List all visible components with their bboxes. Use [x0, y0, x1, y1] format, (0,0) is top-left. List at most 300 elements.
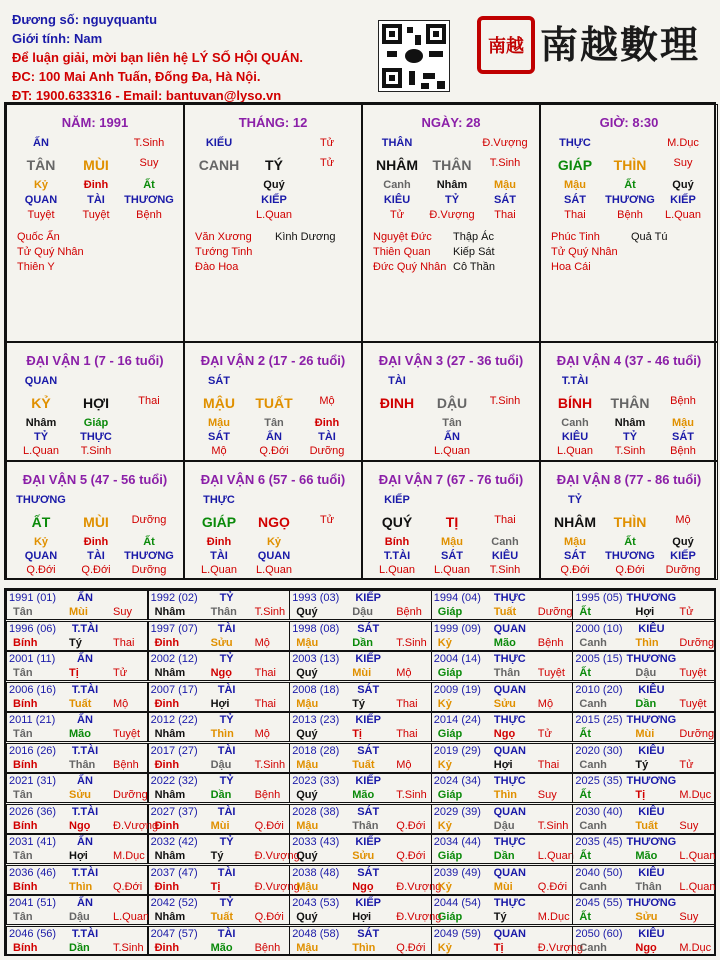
year-cell	[289, 773, 431, 803]
year-cell	[431, 895, 573, 925]
year-stem: Canh	[579, 758, 607, 771]
year-stage: Bệnh	[396, 606, 422, 618]
year-stage: Tuyệt	[537, 667, 565, 679]
hidden-god: KIẾP	[670, 194, 696, 206]
star-right: Kiếp Sát	[453, 246, 495, 258]
year-god: THỰC	[493, 592, 526, 604]
hidden-god: KIẾP	[670, 550, 696, 562]
year-label: 2041 (51)	[9, 897, 57, 909]
year-label: 2020 (30)	[575, 744, 623, 757]
year-god: THỰC	[493, 775, 526, 787]
year-label: 2004 (14)	[433, 653, 481, 665]
dai-van-title: ĐẠI VẬN 3 (27 - 36 tuổi)	[378, 353, 524, 368]
year-cell	[572, 926, 714, 956]
year-cell	[148, 834, 300, 864]
year-branch: Thân	[210, 606, 237, 618]
year-god: T.TÀI	[71, 683, 99, 696]
year-stem: Canh	[579, 880, 607, 893]
year-stem: Mậu	[296, 819, 319, 832]
hidden-stage: Bệnh	[670, 445, 696, 457]
hidden-stem: Ất	[624, 179, 636, 191]
stage-label: T.Sinh	[133, 137, 165, 149]
year-god: ẤN	[77, 714, 93, 726]
hidden-stage: Thai	[564, 209, 586, 221]
year-label: 2016 (26)	[9, 744, 57, 757]
year-label: 1996 (06)	[9, 622, 57, 635]
year-stage: Suy	[679, 819, 699, 832]
year-god: T.TÀI	[71, 622, 99, 635]
stem-branch: TÝ	[265, 157, 283, 173]
year-stage: Thai	[254, 667, 276, 679]
hidden-stage: L.Quan	[200, 564, 238, 576]
year-stage: M.Dục	[537, 911, 570, 923]
year-cell	[572, 621, 714, 651]
pillar-title: GIỜ: 8:30	[599, 115, 659, 130]
year-cell	[148, 743, 290, 773]
year-stage: Thai	[113, 636, 135, 649]
year-god: T.TÀI	[71, 927, 99, 940]
year-stem: Ất	[579, 728, 591, 740]
hidden-stem: Mậu	[494, 179, 516, 191]
year-label: 1994 (04)	[433, 592, 481, 604]
year-label: 2015 (25)	[575, 714, 623, 726]
year-god: TÀI	[217, 805, 236, 818]
year-label: 2043 (53)	[292, 897, 340, 909]
year-label: 2047 (57)	[150, 927, 198, 940]
year-cell	[148, 712, 290, 742]
year-stage: Suy	[113, 606, 132, 618]
year-branch: Ngọ	[69, 819, 91, 832]
stem-branch: MÙI	[83, 157, 109, 173]
year-god: TÀI	[217, 683, 236, 696]
year-stage: Đ.Vượng	[254, 880, 300, 893]
hidden-stem: Quý	[263, 179, 285, 191]
star-left: Đào Hoa	[195, 261, 239, 273]
pillar-title: NGÀY: 28	[421, 115, 481, 130]
dai-van-god: THỰC	[203, 494, 235, 506]
hidden-stem: Nhâm	[614, 417, 646, 429]
year-stage: T.Sinh	[113, 941, 144, 954]
stem-branch: NHÂM	[554, 514, 596, 530]
year-cell	[6, 651, 148, 681]
year-cell	[6, 743, 148, 773]
stage-label: Đ.Vượng	[482, 137, 528, 149]
year-god: KIẾP	[355, 653, 382, 665]
year-stem: Ất	[579, 789, 591, 801]
year-label: 2038 (48)	[292, 866, 340, 879]
year-label: 2031 (41)	[9, 836, 57, 848]
year-branch: Mão	[352, 789, 375, 801]
year-stage: Q.Đới	[396, 819, 426, 832]
year-cell	[431, 590, 573, 620]
year-branch: Ngọ	[493, 728, 516, 740]
year-label: 2040 (50)	[575, 866, 623, 879]
year-label: 2042 (52)	[150, 897, 198, 909]
year-branch: Tị	[210, 880, 221, 893]
year-god: KIẾP	[355, 836, 382, 848]
year-label: 1998 (08)	[292, 622, 340, 635]
stem-branch: Suy	[139, 157, 159, 169]
hidden-god: QUAN	[24, 194, 58, 206]
year-label: 1999 (09)	[433, 622, 481, 635]
year-stage: Đ.Vượng	[113, 819, 159, 832]
year-stage: Tử	[679, 606, 694, 618]
year-stage: M.Dục	[113, 850, 145, 862]
stem-branch: Tử	[319, 157, 335, 169]
year-branch: Ngọ	[210, 667, 232, 679]
hidden-god: KIÊU	[383, 194, 411, 206]
year-god: QUAN	[493, 805, 526, 818]
year-branch: Tý	[635, 758, 649, 771]
star-right: Cô Thần	[453, 261, 495, 273]
year-stage: Q.Đới	[113, 880, 143, 893]
year-stage: Tử	[113, 667, 128, 679]
year-god: THƯƠNG	[626, 897, 677, 909]
year-cell	[572, 895, 714, 925]
year-stage: T.Sinh	[254, 758, 286, 771]
year-stem: Tân	[13, 911, 33, 923]
year-stage: Đ.Vượng	[396, 911, 442, 923]
year-god: KIẾP	[355, 897, 382, 909]
year-stem: Quý	[296, 728, 318, 740]
year-stem: Kỷ	[437, 941, 452, 954]
stem-branch: T.Sinh	[489, 157, 521, 169]
year-branch: Dậu	[635, 667, 657, 679]
year-stem: Đinh	[154, 758, 180, 771]
ten-god-label: ẤN	[33, 137, 49, 149]
year-label: 2007 (17)	[150, 683, 198, 696]
hidden-stem: Tân	[264, 417, 284, 429]
hidden-stem: Tân	[442, 417, 462, 429]
year-god: KIẾP	[355, 714, 382, 726]
year-god: ẤN	[77, 836, 93, 848]
hidden-stem: Đinh	[206, 536, 232, 548]
hidden-god: SÁT	[564, 550, 586, 562]
year-stem: Quý	[296, 667, 318, 679]
year-stage: Mộ	[537, 697, 554, 710]
annual-table	[4, 588, 716, 956]
year-stage: T.Sinh	[537, 819, 569, 832]
year-label: 1995 (05)	[575, 592, 623, 604]
stem-branch: CANH	[198, 157, 240, 173]
year-branch: Hợi	[210, 697, 230, 710]
year-god: TÀI	[217, 927, 236, 940]
year-branch: Sửu	[352, 850, 375, 862]
year-cell	[148, 682, 290, 712]
star-right: Thập Ác	[453, 231, 494, 243]
year-stage: Đ.Vượng	[396, 880, 442, 893]
year-label: 1992 (02)	[150, 592, 198, 604]
star-right: Kình Dương	[275, 231, 336, 243]
star-left: Tử Quý Nhân	[17, 246, 84, 258]
year-god: T.TÀI	[71, 805, 99, 818]
year-stage: Mộ	[113, 697, 129, 710]
hidden-stem: Ất	[143, 179, 155, 191]
year-branch: Tý	[493, 911, 507, 923]
year-branch: Dậu	[210, 758, 232, 771]
year-stage: Bệnh	[113, 758, 139, 771]
address: ĐC: 100 Mai Anh Tuấn, Đống Đa, Hà Nội.	[12, 69, 261, 84]
year-stem: Quý	[296, 911, 318, 923]
year-cell	[431, 865, 573, 895]
dai-van-1	[6, 342, 184, 461]
hidden-stage: Mộ	[211, 445, 227, 457]
year-god: SÁT	[357, 683, 380, 696]
hidden-stage: L.Quan	[255, 564, 293, 576]
year-cell	[6, 773, 148, 803]
year-stem: Quý	[296, 850, 318, 862]
year-cell	[431, 621, 573, 651]
year-stage: Thai	[537, 758, 560, 771]
year-god: TÀI	[217, 866, 236, 879]
star-left: Đức Quý Nhân	[373, 261, 447, 273]
year-god: TỶ	[219, 775, 234, 787]
hidden-god: TỶ	[444, 194, 460, 206]
year-cell	[148, 926, 290, 956]
year-stem: Giáp	[437, 606, 463, 618]
year-label: 2044 (54)	[433, 897, 481, 909]
year-stem: Nhâm	[154, 667, 186, 679]
year-cell	[572, 834, 714, 864]
dai-van-title: ĐẠI VẬN 2 (17 - 26 tuổi)	[200, 353, 346, 368]
year-stage: T.Sinh	[396, 636, 427, 649]
year-stem: Tân	[13, 850, 33, 862]
year-branch: Ngọ	[352, 880, 374, 893]
year-stem: Giáp	[437, 911, 463, 923]
year-branch: Mão	[493, 636, 516, 649]
year-stem: Nhâm	[154, 606, 186, 618]
year-label: 2003 (13)	[292, 653, 340, 665]
dai-van-god: KIẾP	[384, 494, 410, 506]
year-cell	[431, 773, 573, 803]
year-cell	[289, 834, 431, 864]
year-branch: Tuất	[210, 911, 233, 923]
year-god: THƯƠNG	[626, 775, 677, 787]
hidden-stage: Q.Đới	[81, 564, 111, 576]
year-cell	[6, 834, 148, 864]
year-god: KIÊU	[638, 866, 665, 879]
hidden-stem: Giáp	[83, 417, 109, 429]
year-label: 2002 (12)	[150, 653, 198, 665]
year-god: T.TÀI	[71, 744, 99, 757]
year-cell	[431, 682, 573, 712]
year-label: 2023 (33)	[292, 775, 340, 787]
year-cell	[148, 895, 290, 925]
year-branch: Tuất	[69, 697, 92, 710]
dai-van-2	[184, 342, 362, 461]
star-left: Tướng Tinh	[195, 246, 253, 258]
ten-god-label: THỰC	[559, 137, 591, 149]
year-stage: L.Quan	[113, 911, 150, 923]
year-stem: Kỷ	[437, 819, 452, 832]
year-branch: Tị	[69, 667, 79, 679]
year-cell	[148, 651, 290, 681]
year-stem: Canh	[579, 819, 607, 832]
hidden-god: T.TÀI	[383, 550, 411, 562]
pillar-2	[184, 104, 362, 342]
year-stem: Kỷ	[437, 758, 452, 771]
year-stage: Thai	[254, 697, 276, 710]
hidden-stage: Thai	[494, 209, 516, 221]
stem-branch: Tử	[319, 514, 335, 526]
year-label: 2039 (49)	[433, 866, 481, 879]
hidden-stage: L.Quan	[433, 564, 471, 576]
year-stage: Thai	[396, 697, 418, 710]
year-branch: Dậu	[69, 911, 90, 923]
hidden-stage: Q.Đới	[560, 564, 590, 576]
hidden-god: KIẾP	[261, 194, 287, 206]
year-stem: Mậu	[296, 636, 319, 649]
dai-van-8	[540, 461, 718, 580]
year-stem: Quý	[296, 789, 318, 801]
year-label: 2036 (46)	[9, 866, 57, 879]
hidden-stem: Kỷ	[33, 179, 49, 191]
hidden-stage: Q.Đới	[259, 445, 289, 457]
year-branch: Tuất	[352, 758, 375, 771]
star-left: Thiên Y	[17, 261, 55, 273]
year-god: THƯƠNG	[626, 592, 677, 604]
year-stage: Mộ	[254, 728, 270, 740]
year-stem: Nhâm	[154, 728, 186, 740]
year-god: TÀI	[217, 622, 236, 635]
hidden-stage: L.Quan	[255, 209, 293, 221]
year-branch: Thìn	[635, 636, 659, 649]
year-stage: Dưỡng	[679, 636, 715, 649]
hidden-stem: Đinh	[83, 179, 109, 191]
year-stem: Mậu	[296, 758, 319, 771]
year-label: 2046 (56)	[9, 927, 57, 940]
year-god: SÁT	[357, 622, 380, 635]
year-stage: Bệnh	[537, 636, 564, 649]
year-cell	[572, 651, 714, 681]
year-cell	[289, 651, 431, 681]
year-stage: Bệnh	[254, 789, 281, 801]
year-branch: Hợi	[493, 758, 513, 771]
stem-branch: NHÂM	[376, 157, 418, 173]
year-branch: Sửu	[493, 697, 516, 710]
year-god: ẤN	[77, 897, 93, 909]
year-label: 2024 (34)	[433, 775, 481, 787]
hidden-stem: Mậu	[564, 179, 586, 191]
year-cell	[289, 865, 442, 895]
year-god: QUAN	[493, 622, 526, 635]
year-branch: Thìn	[493, 789, 518, 801]
hidden-stem: Quý	[672, 179, 694, 191]
year-cell	[289, 804, 431, 834]
year-stage: L.Quan	[679, 880, 716, 893]
dai-van-title: ĐẠI VẬN 6 (57 - 66 tuổi)	[200, 472, 346, 487]
stem-branch: ẤT	[31, 514, 51, 530]
year-branch: Hợi	[635, 606, 655, 618]
year-god: SÁT	[357, 805, 380, 818]
dai-van-4	[540, 342, 718, 461]
year-branch: Dậu	[493, 819, 515, 832]
year-branch: Thìn	[210, 728, 234, 740]
year-god: KIÊU	[638, 805, 665, 818]
year-god: ẤN	[77, 653, 93, 665]
year-label: 2018 (28)	[292, 744, 340, 757]
year-branch: Mão	[210, 941, 233, 954]
year-branch: Sửu	[635, 911, 658, 923]
year-stem: Tân	[13, 789, 33, 801]
year-god: SÁT	[357, 744, 380, 757]
hidden-stage: Dưỡng	[309, 445, 345, 457]
year-cell	[148, 590, 290, 620]
pillar-title: THÁNG: 12	[238, 115, 308, 130]
hidden-god: QUAN	[257, 550, 291, 562]
hidden-god: TỶ	[33, 431, 49, 443]
year-label: 2017 (27)	[150, 744, 198, 757]
year-stem: Bính	[13, 880, 38, 893]
year-cell	[289, 682, 431, 712]
hidden-god: QUAN	[24, 550, 58, 562]
hidden-god: ẤN	[266, 431, 282, 443]
year-cell	[572, 712, 714, 742]
year-stage: M.Dục	[679, 941, 712, 954]
year-stage: Q.Đới	[537, 880, 568, 893]
ten-god-label: KIẾU	[205, 137, 233, 149]
year-label: 2010 (20)	[575, 683, 623, 696]
year-god: QUAN	[493, 866, 526, 879]
dai-van-title: ĐẠI VẬN 4 (37 - 46 tuổi)	[556, 353, 702, 368]
year-stage: Q.Đới	[396, 850, 426, 862]
year-god: KIÊU	[638, 683, 665, 696]
hidden-god: TỶ	[622, 431, 638, 443]
year-branch: Sửu	[210, 636, 233, 649]
year-cell	[572, 773, 714, 803]
year-label: 2050 (60)	[575, 927, 623, 940]
year-stem: Bính	[13, 758, 38, 771]
year-stem: Tân	[13, 667, 33, 679]
year-stem: Mậu	[296, 880, 319, 893]
pillar-title: NĂM: 1991	[61, 115, 129, 130]
hidden-god: THƯƠNG	[605, 550, 655, 562]
hidden-god: TÀI	[87, 194, 105, 206]
year-god: KIẾP	[355, 775, 382, 787]
year-stem: Kỷ	[437, 880, 452, 893]
hidden-stem: Mậu	[672, 417, 694, 429]
pillar-1	[6, 104, 184, 342]
hidden-stem: Canh	[561, 417, 589, 429]
stem-branch: THÂN	[610, 395, 650, 411]
hidden-stem: Đinh	[314, 417, 340, 429]
year-branch: Mùi	[69, 606, 88, 618]
year-cell	[6, 865, 148, 895]
hidden-stage: L.Quan	[433, 445, 471, 457]
phone-email[interactable]: ĐT: 1900.633316 - Email: bantuvan@lyso.vn	[12, 88, 282, 103]
year-label: 2033 (43)	[292, 836, 340, 848]
hidden-stem: Nhâm	[25, 417, 57, 429]
year-cell	[6, 895, 148, 925]
year-cell	[148, 865, 300, 895]
stem-branch: DẬU	[436, 395, 468, 411]
hidden-god: TÀI	[210, 550, 228, 562]
hidden-stem: Kỷ	[33, 536, 49, 548]
year-branch: Dần	[352, 636, 373, 649]
hidden-stem: Đinh	[83, 536, 109, 548]
year-label: 2034 (44)	[433, 836, 481, 848]
year-cell	[572, 804, 714, 834]
year-stage: L.Quan	[537, 850, 574, 862]
year-cell	[431, 834, 573, 864]
hidden-stage: Đ.Vượng	[429, 209, 475, 221]
year-cell	[572, 590, 714, 620]
stem-branch: Mộ	[319, 395, 335, 407]
hidden-god: KIÊU	[561, 431, 589, 443]
year-branch: Mùi	[493, 880, 513, 893]
year-god: THỰC	[493, 653, 526, 665]
hidden-stem: Mậu	[564, 536, 586, 548]
